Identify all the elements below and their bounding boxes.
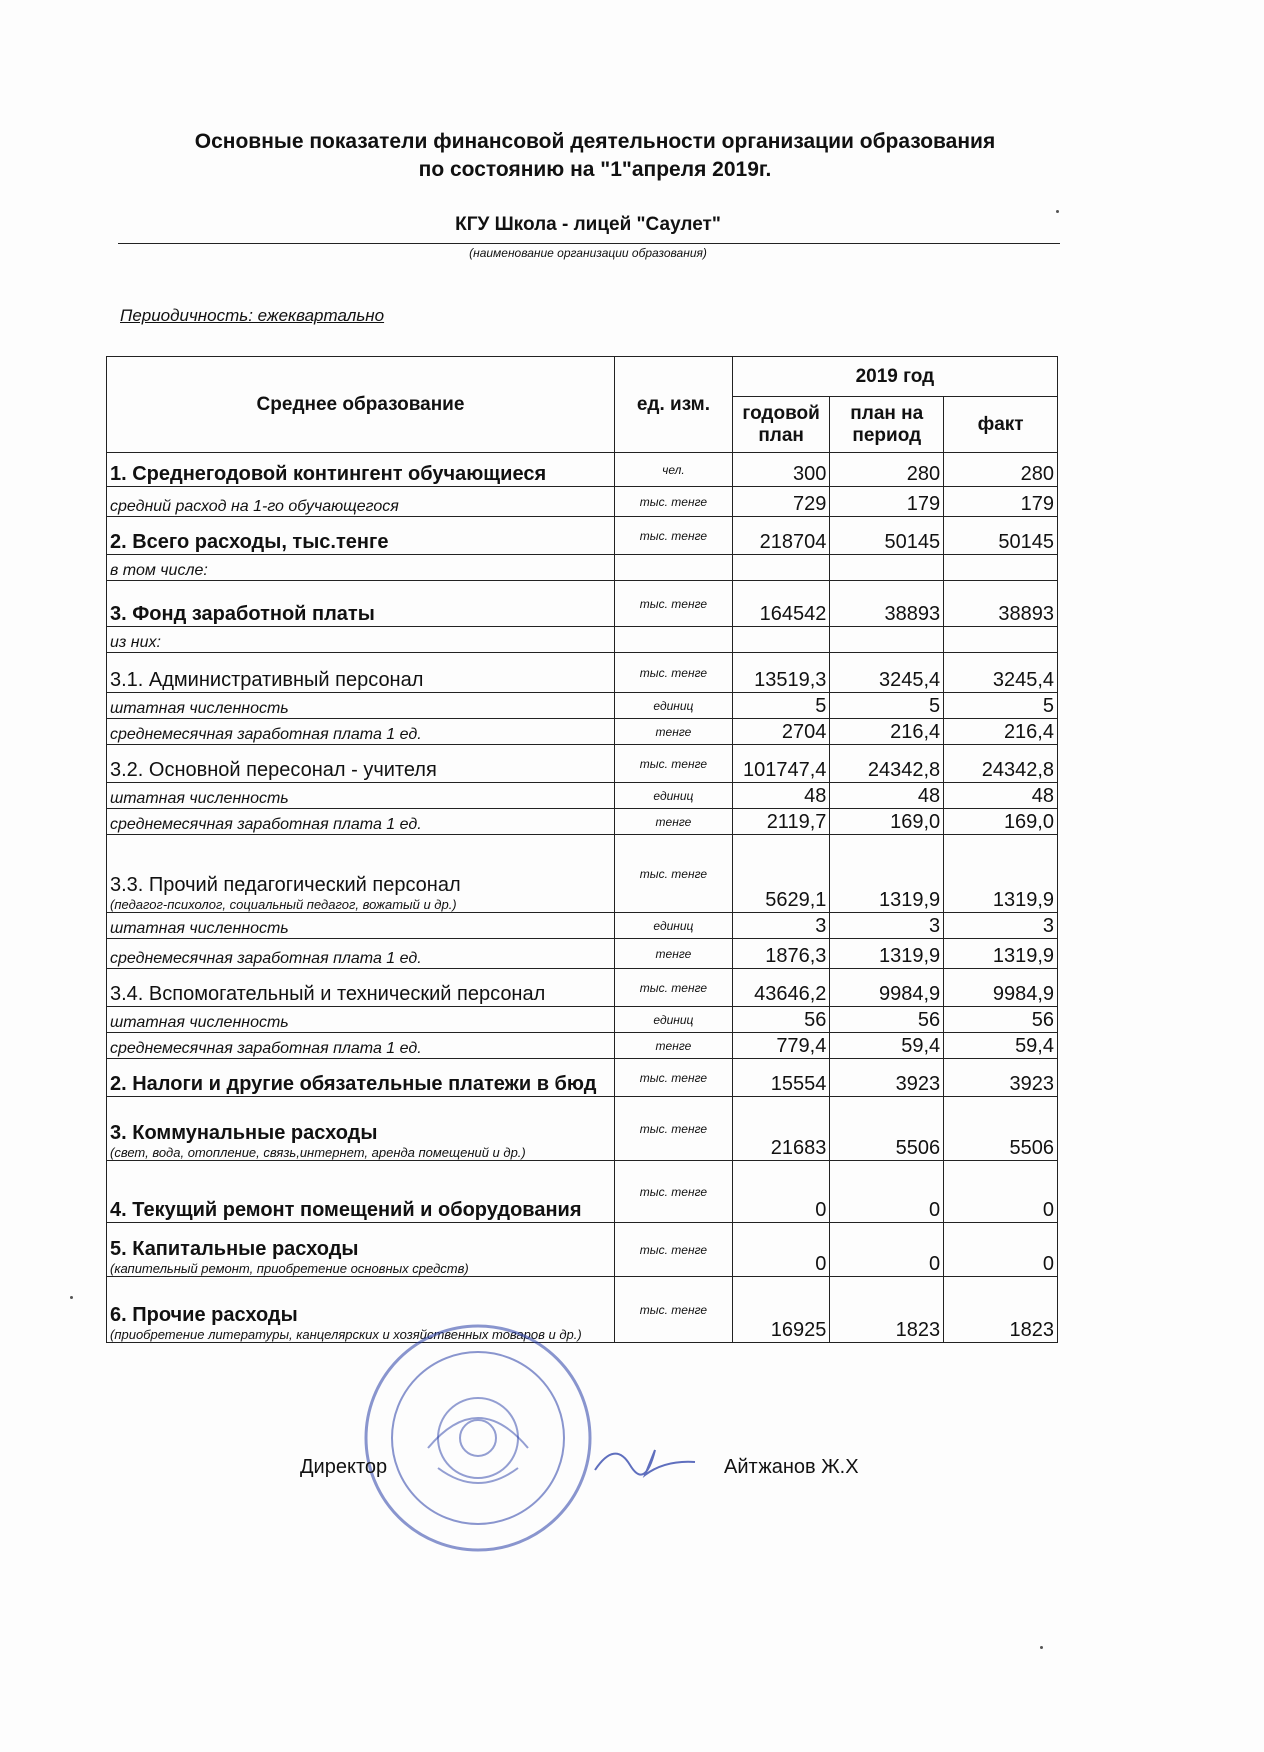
row-value-annual: 3 — [732, 913, 830, 939]
table-row — [107, 969, 1058, 1007]
row-unit: тыс. тенге — [615, 487, 733, 517]
row-value-period — [830, 627, 944, 653]
row-unit: единиц — [615, 783, 733, 809]
row-label-text: в том числе: — [110, 562, 208, 579]
header-section: Среднее образование — [107, 357, 615, 453]
row-unit: тыс. тенге — [615, 1097, 733, 1161]
official-seal — [358, 1318, 598, 1558]
row-label-text: штатная численность — [110, 700, 289, 717]
row-label-note: (педагог-психолог, социальный педагог, вожатый и др.) — [110, 897, 457, 912]
row-value-fact: 50145 — [944, 517, 1058, 555]
row-label-text: 3.1. Административный персонал — [110, 669, 424, 691]
row-label — [107, 487, 615, 517]
header-fact: факт — [944, 397, 1058, 453]
row-value-period: 1319,9 — [830, 835, 944, 913]
row-value-period: 179 — [830, 487, 944, 517]
row-label — [107, 745, 615, 783]
title-line-1: Основные показатели финансовой деятельности организации образования — [194, 130, 996, 153]
row-value-annual: 164542 — [732, 581, 830, 627]
row-unit: тенге — [615, 809, 733, 835]
table-row — [107, 809, 1058, 835]
row-value-period: 280 — [830, 453, 944, 487]
row-label-text: 3. Коммунальные расходы — [110, 1122, 378, 1144]
header-period-plan: план на период — [830, 397, 944, 453]
scan-speck — [70, 1296, 73, 1299]
row-label-text: 2. Налоги и другие обязательные платежи в бюд — [110, 1073, 597, 1095]
row-value-fact: 216,4 — [944, 719, 1058, 745]
row-unit: единиц — [615, 1007, 733, 1033]
row-value-period: 9984,9 — [830, 969, 944, 1007]
row-value-annual: 5629,1 — [732, 835, 830, 913]
row-value-period: 1823 — [830, 1277, 944, 1343]
row-unit: единиц — [615, 913, 733, 939]
row-label-text: средний расход на 1-го обучающегося — [110, 498, 399, 515]
row-label — [107, 1161, 615, 1223]
row-value-fact: 179 — [944, 487, 1058, 517]
document-title — [0, 128, 1190, 184]
row-label-text: из них: — [110, 634, 161, 651]
row-label — [107, 939, 615, 969]
table-body — [107, 453, 1058, 1343]
row-value-period: 38893 — [830, 581, 944, 627]
scan-speck — [1040, 1646, 1043, 1649]
row-value-period: 24342,8 — [830, 745, 944, 783]
row-value-annual: 21683 — [732, 1097, 830, 1161]
row-unit: тенге — [615, 1033, 733, 1059]
scan-speck — [1056, 210, 1059, 213]
row-label — [107, 693, 615, 719]
row-label-text: среднемесячная заработная плата 1 ед. — [110, 726, 422, 743]
row-value-annual: 779,4 — [732, 1033, 830, 1059]
row-value-fact: 169,0 — [944, 809, 1058, 835]
row-value-period: 169,0 — [830, 809, 944, 835]
row-value-fact: 0 — [944, 1161, 1058, 1223]
row-label-text: 3.3. Прочий педагогический персонал — [110, 874, 461, 896]
row-value-fact: 0 — [944, 1223, 1058, 1277]
row-value-annual: 2704 — [732, 719, 830, 745]
table-row — [107, 1033, 1058, 1059]
row-value-annual: 0 — [732, 1161, 830, 1223]
table-row — [107, 581, 1058, 627]
table-row — [107, 453, 1058, 487]
row-value-period: 5 — [830, 693, 944, 719]
row-value-fact: 1319,9 — [944, 835, 1058, 913]
row-label — [107, 1033, 615, 1059]
row-value-period: 3923 — [830, 1059, 944, 1097]
row-value-fact — [944, 627, 1058, 653]
director-name: Айтжанов Ж.Х — [724, 1456, 859, 1478]
row-value-fact: 56 — [944, 1007, 1058, 1033]
row-label-text: штатная численность — [110, 920, 289, 937]
row-label — [107, 809, 615, 835]
row-unit: тыс. тенге — [615, 581, 733, 627]
row-value-annual: 43646,2 — [732, 969, 830, 1007]
table-row — [107, 517, 1058, 555]
row-unit: тыс. тенге — [615, 745, 733, 783]
row-value-annual: 300 — [732, 453, 830, 487]
row-value-fact: 1823 — [944, 1277, 1058, 1343]
row-unit: тыс. тенге — [615, 969, 733, 1007]
row-value-period: 50145 — [830, 517, 944, 555]
row-value-period: 56 — [830, 1007, 944, 1033]
row-label — [107, 653, 615, 693]
row-unit: чел. — [615, 453, 733, 487]
header-year: 2019 год — [732, 357, 1057, 397]
row-value-period: 0 — [830, 1223, 944, 1277]
row-value-fact: 9984,9 — [944, 969, 1058, 1007]
row-value-period: 3245,4 — [830, 653, 944, 693]
title-line-2: по состоянию на "1"апреля 2019г. — [418, 158, 772, 181]
table-row — [107, 1059, 1058, 1097]
row-label-text: 4. Текущий ремонт помещений и оборудования — [110, 1199, 582, 1221]
row-value-period: 3 — [830, 913, 944, 939]
row-value-fact: 3245,4 — [944, 653, 1058, 693]
table-row — [107, 719, 1058, 745]
row-unit: тыс. тенге — [615, 517, 733, 555]
row-value-annual: 218704 — [732, 517, 830, 555]
financial-table — [106, 356, 1058, 1343]
row-label-text: штатная численность — [110, 1014, 289, 1031]
organization-name: КГУ Школа - лицей "Саулет" — [455, 214, 721, 235]
row-label-text: штатная численность — [110, 790, 289, 807]
row-value-annual: 56 — [732, 1007, 830, 1033]
row-unit: тенге — [615, 719, 733, 745]
row-unit: тыс. тенге — [615, 835, 733, 913]
row-unit: единиц — [615, 693, 733, 719]
row-unit: тенге — [615, 939, 733, 969]
row-label-note: (свет, вода, отопление, связь,интернет, аренда помещений и др.) — [110, 1145, 526, 1160]
row-label-text: среднемесячная заработная плата 1 ед. — [110, 816, 422, 833]
row-unit: тыс. тенге — [615, 1277, 733, 1343]
row-value-annual — [732, 555, 830, 581]
row-value-annual: 13519,3 — [732, 653, 830, 693]
row-label — [107, 1223, 615, 1277]
row-unit: тыс. тенге — [615, 653, 733, 693]
table-row — [107, 1223, 1058, 1277]
table-row — [107, 783, 1058, 809]
table-row — [107, 555, 1058, 581]
row-label-note: (приобретение литературы, канцелярских и хозяйственных товаров и др.) — [110, 1327, 582, 1342]
director-position: Директор — [300, 1456, 388, 1478]
header-annual-plan: годовой план — [732, 397, 830, 453]
row-value-fact: 24342,8 — [944, 745, 1058, 783]
row-value-period: 0 — [830, 1161, 944, 1223]
row-value-period: 1319,9 — [830, 939, 944, 969]
row-label — [107, 1007, 615, 1033]
row-value-fact: 5 — [944, 693, 1058, 719]
row-value-annual: 15554 — [732, 1059, 830, 1097]
table-row — [107, 1007, 1058, 1033]
row-value-annual — [732, 627, 830, 653]
row-label-text: 3.4. Вспомогательный и технический персонал — [110, 983, 546, 1005]
row-unit: тыс. тенге — [615, 1223, 733, 1277]
row-value-annual: 101747,4 — [732, 745, 830, 783]
table-row — [107, 487, 1058, 517]
row-label — [107, 1059, 615, 1097]
row-label — [107, 581, 615, 627]
row-value-annual: 5 — [732, 693, 830, 719]
row-label-text: 3. Фонд заработной платы — [110, 603, 375, 625]
row-value-period: 48 — [830, 783, 944, 809]
row-value-period: 216,4 — [830, 719, 944, 745]
row-label — [107, 835, 615, 913]
row-unit: тыс. тенге — [615, 1059, 733, 1097]
header-unit: ед. изм. — [615, 357, 733, 453]
organization-caption: (наименование организации образования) — [469, 246, 707, 260]
row-label — [107, 517, 615, 555]
row-value-fact — [944, 555, 1058, 581]
table-row — [107, 653, 1058, 693]
director-signature — [585, 1420, 705, 1490]
organization-underline — [118, 243, 1060, 244]
row-value-annual: 16925 — [732, 1277, 830, 1343]
table-row — [107, 627, 1058, 653]
row-unit: тыс. тенге — [615, 1161, 733, 1223]
row-value-fact: 3923 — [944, 1059, 1058, 1097]
table-row — [107, 1097, 1058, 1161]
row-value-annual: 48 — [732, 783, 830, 809]
table-row — [107, 693, 1058, 719]
row-label — [107, 969, 615, 1007]
row-label — [107, 555, 615, 581]
row-label — [107, 783, 615, 809]
row-value-fact: 3 — [944, 913, 1058, 939]
row-value-fact: 38893 — [944, 581, 1058, 627]
row-label-text: среднемесячная заработная плата 1 ед. — [110, 950, 422, 967]
row-label — [107, 719, 615, 745]
row-unit — [615, 555, 733, 581]
row-label-text: 3.2. Основной пересонал - учителя — [110, 759, 437, 781]
row-value-fact: 280 — [944, 453, 1058, 487]
table-row — [107, 913, 1058, 939]
row-label-text: 1. Среднегодовой контингент обучающиеся — [110, 463, 547, 485]
row-value-period: 59,4 — [830, 1033, 944, 1059]
row-label — [107, 1097, 615, 1161]
row-value-annual: 2119,7 — [732, 809, 830, 835]
row-label-text: среднемесячная заработная плата 1 ед. — [110, 1040, 422, 1057]
row-label — [107, 627, 615, 653]
row-label-note: (капительный ремонт, приобретение основных средств) — [110, 1261, 469, 1276]
row-value-annual: 1876,3 — [732, 939, 830, 969]
row-value-annual: 729 — [732, 487, 830, 517]
row-value-fact: 59,4 — [944, 1033, 1058, 1059]
row-value-fact: 48 — [944, 783, 1058, 809]
row-unit — [615, 627, 733, 653]
table-row — [107, 745, 1058, 783]
table-row — [107, 1161, 1058, 1223]
periodicity: Периодичность: ежеквартально — [120, 306, 385, 325]
row-label — [107, 913, 615, 939]
row-value-period — [830, 555, 944, 581]
row-label — [107, 453, 615, 487]
row-value-annual: 0 — [732, 1223, 830, 1277]
row-value-period: 5506 — [830, 1097, 944, 1161]
table-row — [107, 835, 1058, 913]
row-label-text: 6. Прочие расходы — [110, 1304, 298, 1326]
row-label-text: 5. Капитальные расходы — [110, 1238, 359, 1260]
table-row — [107, 939, 1058, 969]
row-value-fact: 1319,9 — [944, 939, 1058, 969]
row-value-fact: 5506 — [944, 1097, 1058, 1161]
row-label-text: 2. Всего расходы, тыс.тенге — [110, 531, 389, 553]
